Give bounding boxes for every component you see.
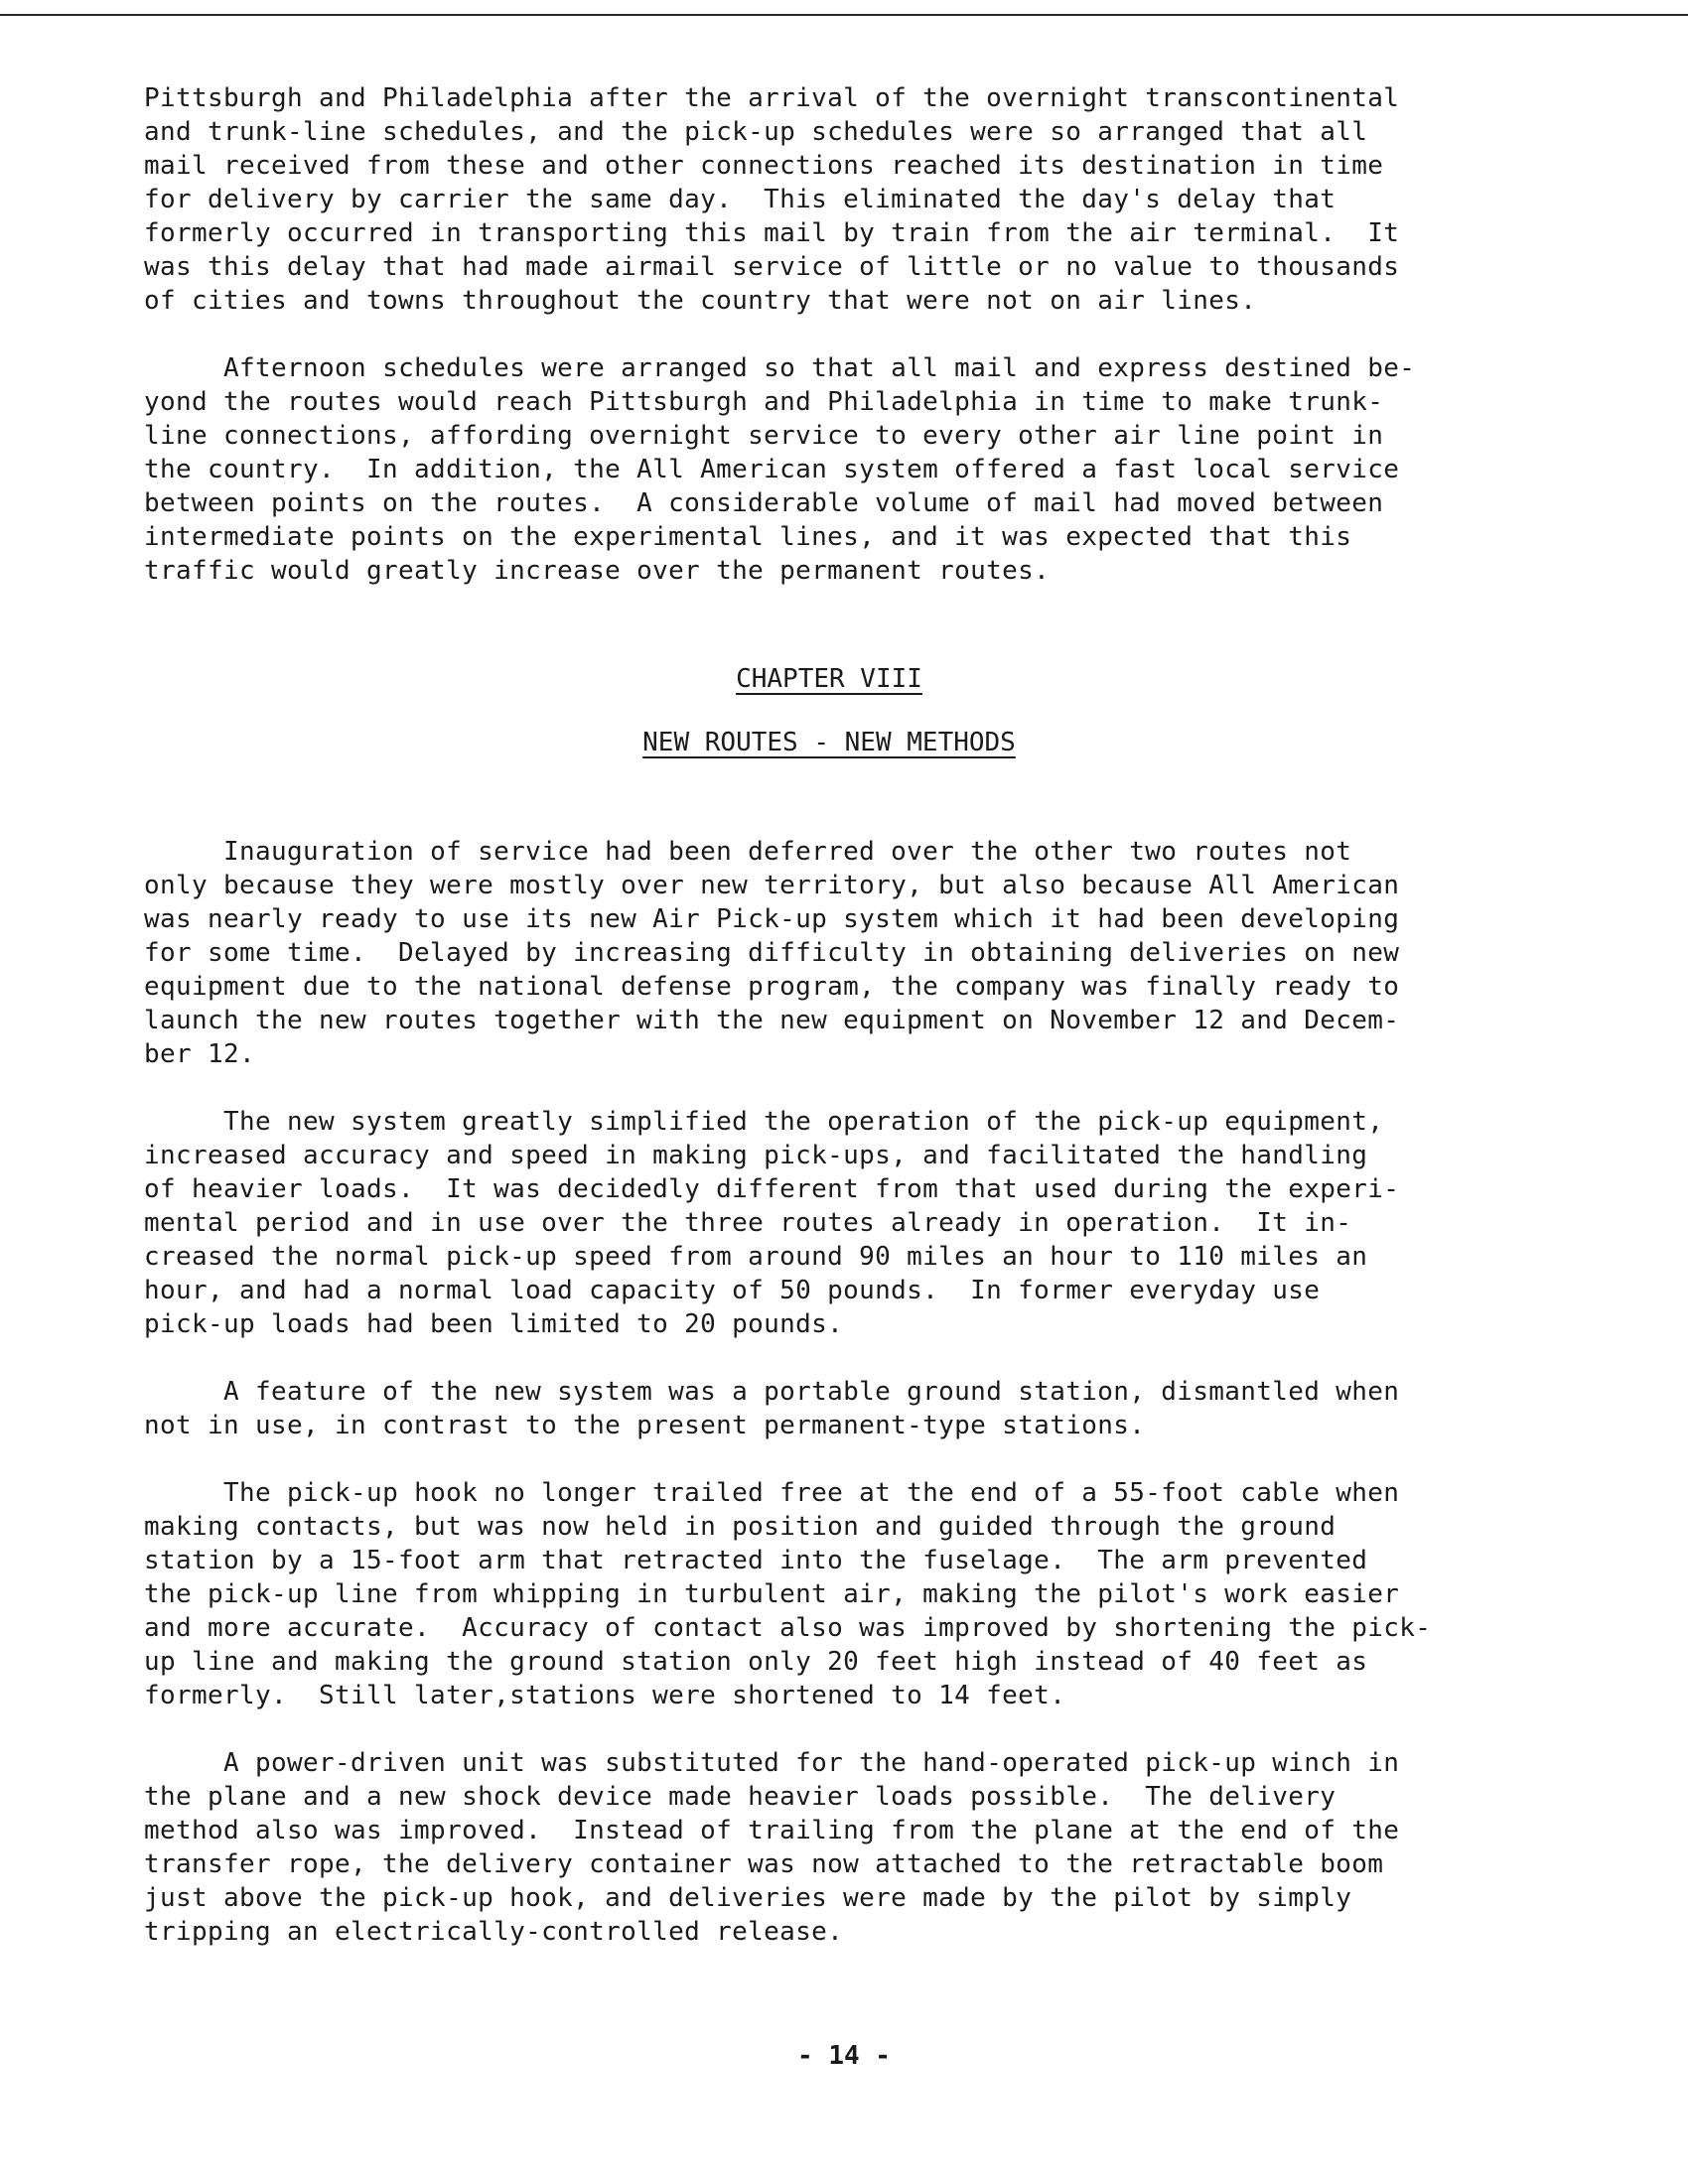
chapter-title: CHAPTER VIII: [736, 664, 922, 694]
paragraph-power-unit: A power-driven unit was substituted for the hand-operated pick-up winch in the plane and a new shock device made heavier loads possible. The delivery method also was improved. Instead of trailing from the plane at the end of the transfer rope, the delivery container was now attached to the retractable boom just above the pick-up hook, and deliveries were made by the pilot by simply tripping an electrically-controlled release.: [144, 1748, 1400, 1947]
paragraph-intro: Pittsburgh and Philadelphia after the arrival of the overnight transcontinental and trunk-line schedules, and the pick-up schedules were so arranged that all mail received from these and other connections reached its destination in time for delivery by carrier the same day. This eliminated the day's delay that formerly occurred in transporting this mail by train from the air terminal. It was this delay that had made airmail service of little or no value to thousands of cities and towns throughout the country that were not on air lines.: [144, 83, 1400, 316]
section-heading: [144, 726, 1514, 759]
paragraph-feature: A feature of the new system was a portable ground station, dismantled when not in use, in contrast to the present permanent-type stations.: [144, 1377, 1400, 1440]
document-page: [144, 81, 1514, 1982]
page-number: - 14 -: [797, 2041, 891, 2071]
chapter-heading: [144, 662, 1514, 696]
paragraph-afternoon-schedules: Afternoon schedules were arranged so that all mail and express destined be- yond the routes would reach Pittsburgh and Philadelphia in time to make trunk- line connections, affording overnight service to every other air line point in the country. In addition, the All American system offered a fast local service between points on the routes. A considerable volume of mail had moved between intermediate points on the experimental lines, and it was expected that this traffic would greatly increase over the permanent routes.: [144, 353, 1416, 586]
top-rule: [0, 14, 1688, 16]
section-title: NEW ROUTES - NEW METHODS: [642, 728, 1016, 757]
heading-spacer: [144, 759, 1514, 835]
paragraph-inauguration: Inauguration of service had been deferred over the other two routes not only because they were mostly over new territory, but also because All American was nearly ready to use its new Air Pick-up system which it had been developing for some time. Delayed by increasing difficulty in obtaining deliveries on new equipment due to the national defense program, the company was finally ready to launch the new routes together with the new equipment on November 12 and Decem- ber 12.: [144, 837, 1400, 1069]
paragraph-pickup-hook: The pick-up hook no longer trailed free at the end of a 55-foot cable when making contacts, but was now held in position and guided through the ground station by a 15-foot arm that retracted into the fuselage. The arm prevented the pick-up line from whipping in turbulent air, making the pilot's work easier and more accurate. Accuracy of contact also was improved by shortening the pick- up line and making the ground station only 20 feet high instead of 40 feet as formerly. Still later,stations were shortened to 14 feet.: [144, 1478, 1432, 1710]
paragraph-new-system: The new system greatly simplified the operation of the pick-up equipment, increased accuracy and speed in making pick-ups, and facilitated the handling of heavier loads. It was decidedly different from that used during the experi- mental period and in use over the three routes already in operation. It in- creased the normal pick-up speed from around 90 miles an hour to 110 miles an hour, and had a normal load capacity of 50 pounds. In former everyday use pick-up loads had been limited to 20 pounds.: [144, 1107, 1400, 1339]
